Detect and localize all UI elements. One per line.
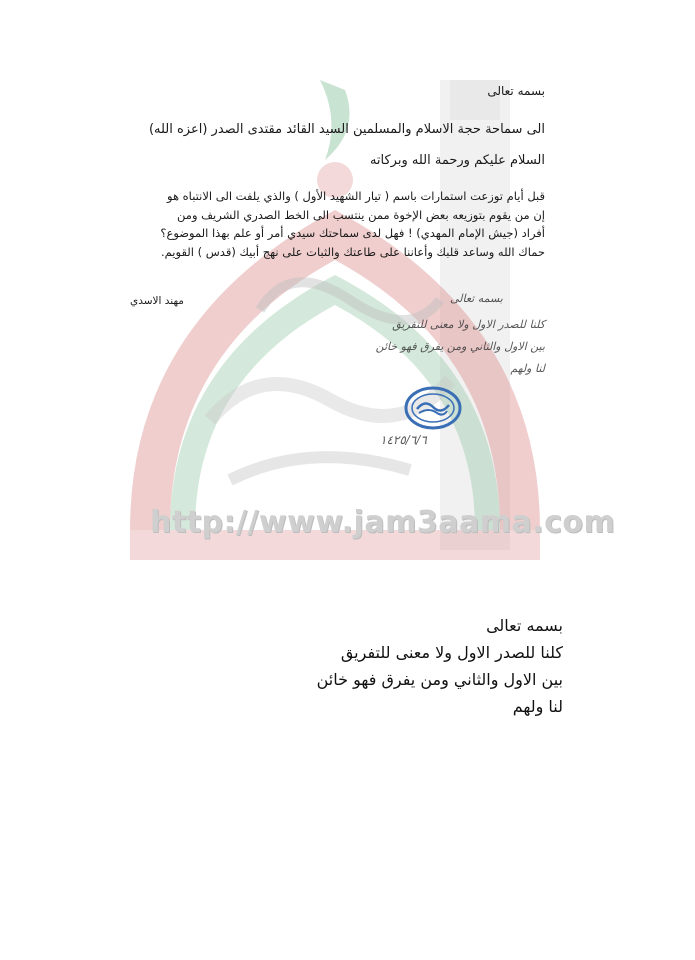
- letter-greeting: السلام عليكم ورحمة الله وبركاته: [369, 153, 545, 168]
- letter-body-line: قبل أيام توزعت استمارات باسم ( تيار الشهيد الأول ) والذي يلفت الى الانتباه هو: [167, 189, 545, 203]
- letter-body-line: حماك الله وساعد قلبك وأعاننا على طاعتك والثبات على نهج أبيك (قدس ) القويم.: [161, 245, 545, 260]
- handwritten-line: كلنا للصدر الاول ولا معنى للتفريق: [392, 318, 545, 331]
- transcription-line: بسمه تعالى: [486, 616, 563, 635]
- handwritten-line: بين الاول والثاني ومن يفرق فهو خائن: [375, 340, 545, 353]
- handwritten-line: لنا ولهم: [510, 362, 545, 375]
- letter-sender: مهند الاسدي: [130, 295, 184, 307]
- handwritten-basmala: بسمه تعالى: [450, 292, 503, 305]
- transcription-line: بين الاول والثاني ومن يفرق فهو خائن: [316, 670, 563, 689]
- letter-body-line: إن من يقوم بتوزيعه بعض الإخوة ممن ينتسب الى الخط الصدري الشريف ومن: [177, 207, 545, 222]
- handwritten-date: ١٤٢٥/٦/٦: [380, 433, 427, 447]
- letter-salutation: الى سماحة حجة الاسلام والمسلمين السيد القائد مقتدى الصدر (اعزه الله): [148, 122, 545, 137]
- transcription-block: [317, 612, 563, 720]
- letter-body: [120, 187, 545, 262]
- letter-basmala: بسمه تعالى: [487, 84, 545, 98]
- watermark-url: http://www.jam3aama.com: [150, 505, 616, 540]
- transcription-line: لنا ولهم: [512, 697, 563, 716]
- transcription-line: كلنا للصدر الاول ولا معنى للتفريق: [340, 643, 563, 662]
- official-seal-icon: [403, 385, 463, 431]
- letter-body-line: أفراد (جيش الإمام المهدي) ! فهل لدى سماحتك سيدي أمر أو علم بهذا الموضوع؟: [160, 226, 545, 241]
